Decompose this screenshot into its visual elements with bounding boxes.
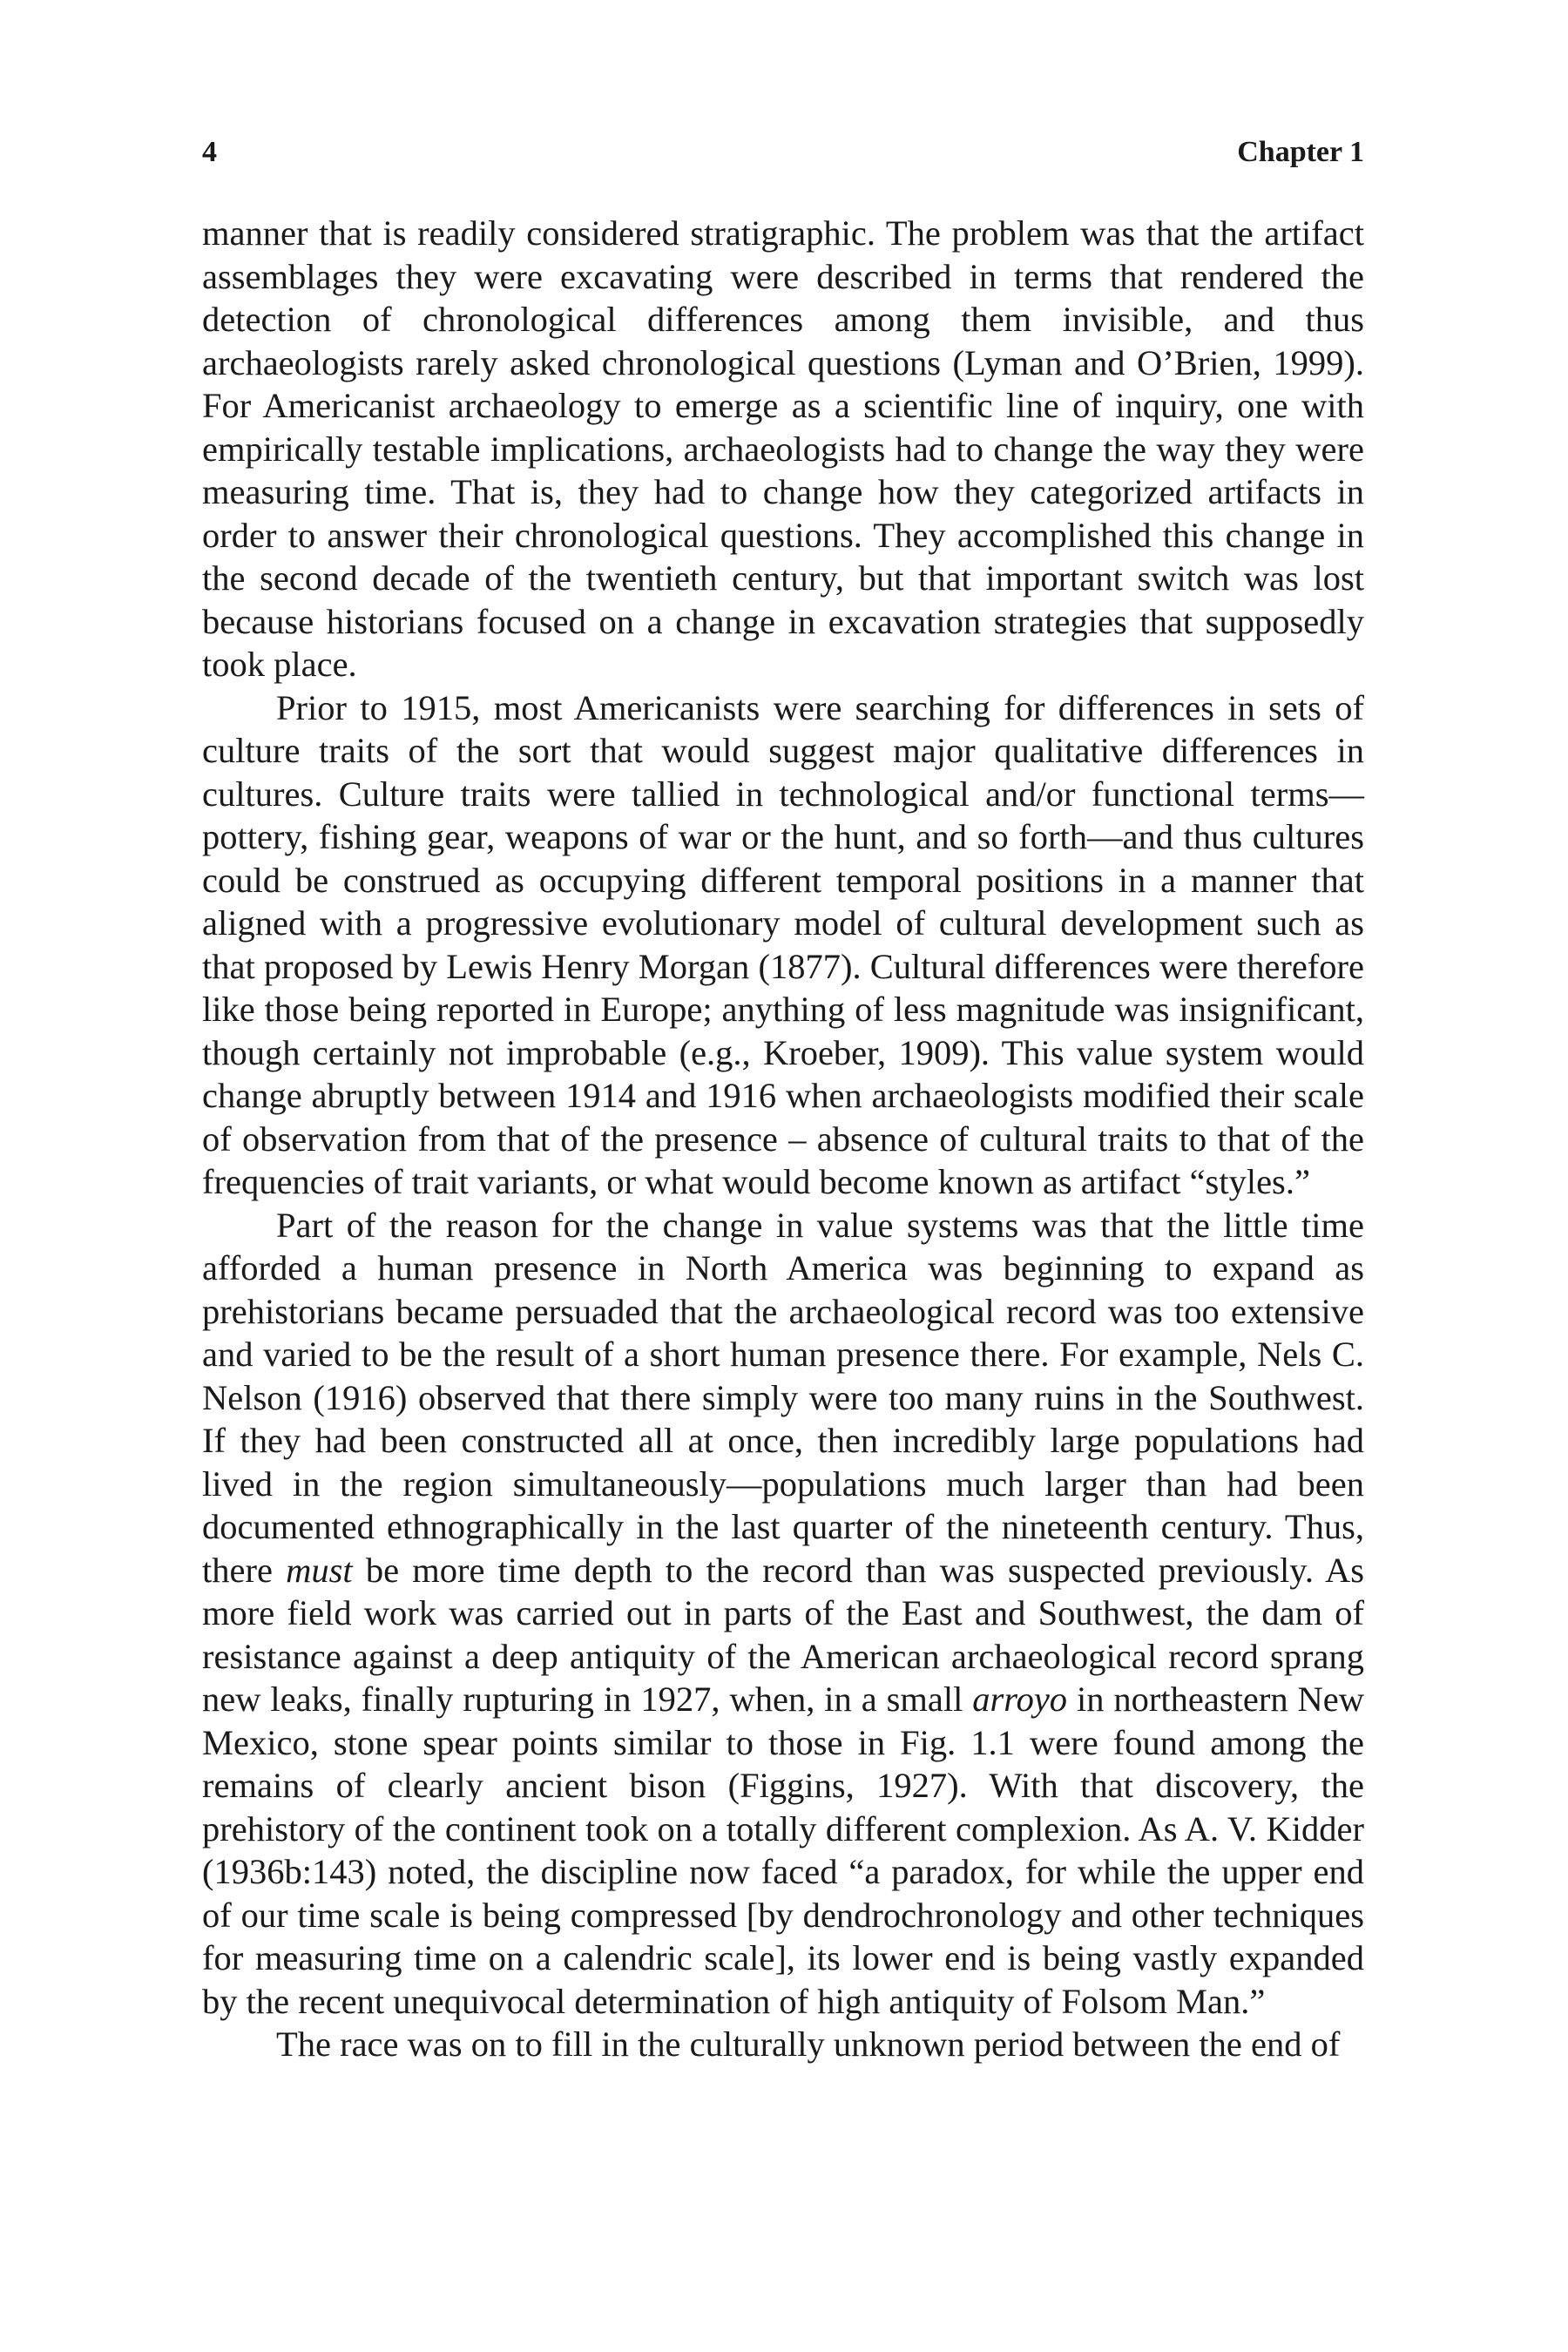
paragraph-2 — [202, 686, 1364, 1204]
paragraph-text: manner that is readily considered stratigraphic. The problem was that the artifact assemblages they were excavating were described in terms that rendered the detection of chronological differences among them invisible, and thus archaeologists rarely asked chronological questions (Lyman and O’Brien, 1999). For Americanist archaeology to emerge as a scientific line of inquiry, one with empirically testable implications, archaeologists had to change the way they were measuring time. That is, they had to change how they categorized artifacts in order to answer their chronological questions. They accomplished this change in the second decade of the twentieth century, but that important switch was lost because historians focused on a change in excavation strategies that supposedly took place. — [202, 213, 1364, 684]
paragraph-text: be more time depth to the record than was suspected previously. As more field work was carried out in parts of the East and Southwest, the dam of resistance against a deep antiquity of the American archaeological record sprang new leaks, finally rupturing in 1927, when, in a small — [202, 1550, 1364, 1719]
italic-term: must — [286, 1550, 353, 1590]
paragraph-text: Prior to 1915, most Americanists were searching for differences in sets of culture traits of the sort that would suggest major qualitative differences in cultures. Culture traits were tallied in technological and/or functional terms—pottery, fishing gear, weapons of war or the hunt, and so forth—and thus cultures could be construed as occupying different temporal positions in a manner that aligned with a progressive evolutionary model of cultural development such as that proposed by Lewis Henry Morgan (1877). Cultural differences were therefore like those being reported in Europe; anything of less magnitude was insignificant, though certainly not improbable (e.g., Kroeber, 1909). This value system would change abruptly between 1914 and 1916 when archaeologists modified their scale of observation from that of the presence – absence of cultural traits to that of the frequencies of trait variants, or what would become known as artifact “styles.” — [202, 687, 1364, 1201]
paragraph-4 — [202, 2023, 1364, 2066]
paragraph-text: The race was on to fill in the culturally unknown period between the end of — [276, 2024, 1341, 2064]
paragraph-1 — [202, 212, 1364, 686]
italic-term: arroyo — [972, 1680, 1068, 1719]
page-number: 4 — [202, 136, 217, 168]
body-text — [202, 212, 1364, 2066]
paragraph-text: Part of the reason for the change in value systems was that the little time afforded a human presence in North America was beginning to expand as prehistorians became persuaded that the archaeological record was too extensive and varied to be the result of a short human presence there. For example, Nels C. Nelson (1916) observed that there simply were too many ruins in the Southwest. If they had been constructed all at once, then incredibly large populations had lived in the region simultaneously—populations much larger than had been documented ethnographically in the last quarter of the nineteenth century. Thus, there — [202, 1205, 1364, 1590]
paragraph-3 — [202, 1204, 1364, 2024]
paragraph-text: in northeastern New Mexico, stone spear points similar to those in Fig. 1.1 were found among the remains of clearly ancient bison (Figgins, 1927). With that discovery, the prehistory of the continent took on a totally different complexion. As A. V. Kidder (1936b:143) noted, the discipline now faced “a paradox, for while the upper end of our time scale is being compressed [by dendrochronology and other techniques for measuring time on a calendric scale], its lower end is being vastly expanded by the recent unequivocal determination of high antiquity of Folsom Man.” — [202, 1680, 1364, 2021]
chapter-title: Chapter 1 — [1237, 136, 1364, 168]
running-header — [202, 131, 1364, 174]
